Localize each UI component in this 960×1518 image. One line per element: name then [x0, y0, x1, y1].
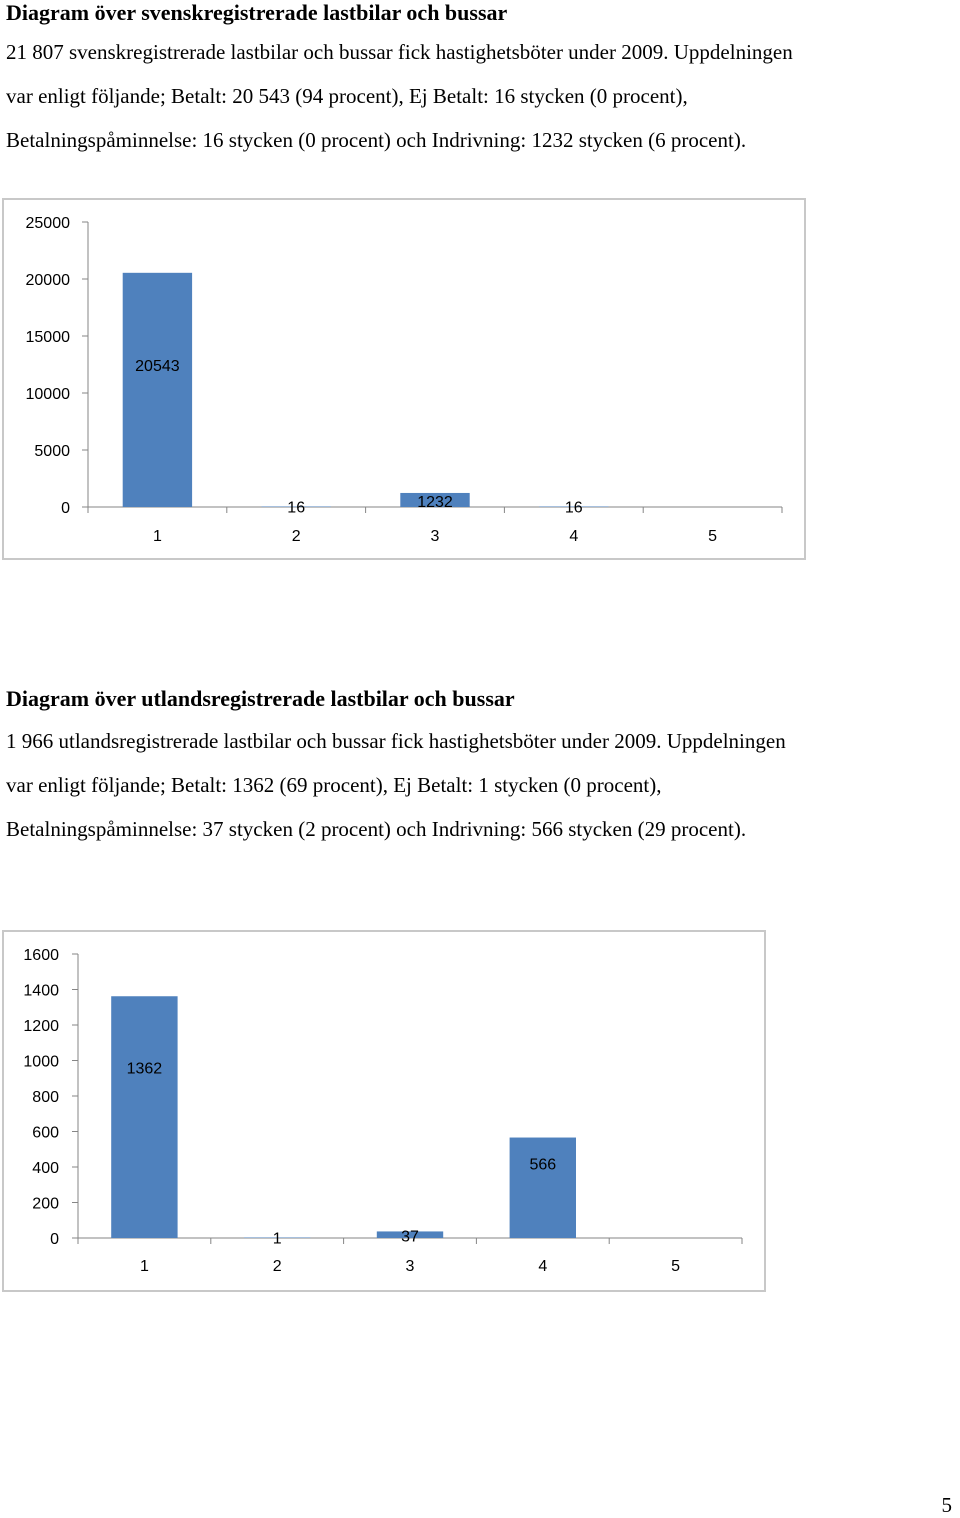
chart2-bar — [510, 1138, 576, 1238]
chart1-y-tick-label: 0 — [61, 500, 70, 517]
chart2-y-tick-label: 400 — [32, 1160, 59, 1177]
chart2-x-tick-label: 5 — [671, 1258, 681, 1275]
chart1-y-tick-label: 5000 — [34, 443, 70, 460]
chart1-paragraph-line-2: var enligt följande; Betalt: 20 543 (94 procent), Ej Betalt: 16 stycken (0 procent), — [6, 84, 688, 108]
chart2-x-tick-label: 1 — [139, 1258, 149, 1275]
chart1-x-tick-label: 5 — [708, 528, 718, 545]
chart2-y-tick-label: 0 — [50, 1231, 59, 1248]
chart2-y-tick-label: 800 — [32, 1089, 59, 1106]
chart2-heading: Diagram över utlandsregistrerade lastbilar och bussar — [6, 686, 515, 711]
chart1-heading: Diagram över svenskregistrerade lastbilar och bussar — [6, 0, 508, 25]
chart1-y-tick-label: 10000 — [25, 386, 70, 403]
chart2-data-label: 37 — [401, 1228, 419, 1246]
chart1-y-tick-label: 25000 — [25, 215, 70, 232]
chart2-data-label: 1362 — [126, 1060, 163, 1078]
chart1-x-tick-label: 1 — [152, 528, 162, 545]
chart2-y-tick-label: 1600 — [23, 947, 59, 964]
chart2-paragraph-line-3: Betalningspåminnelse: 37 stycken (2 procent) och Indrivning: 566 stycken (29 procent). — [6, 817, 747, 841]
chart1-x-tick-label: 2 — [291, 528, 301, 545]
chart2-y-tick-label: 1400 — [23, 982, 59, 1000]
chart1-y-tick-label: 20000 — [25, 272, 70, 289]
chart2-y-tick-label: 1200 — [23, 1018, 59, 1035]
page-number: 5 — [941, 1493, 952, 1517]
chart1-data-label: 16 — [564, 499, 583, 517]
chart1-data-label: 1232 — [417, 493, 453, 511]
chart2-data-label: 566 — [529, 1156, 557, 1174]
chart2-y-tick-label: 600 — [32, 1124, 59, 1142]
chart1-paragraph-line-1: 21 807 svenskregistrerade lastbilar och bussar fick hastighetsböter under 2009. Uppdelningen — [6, 40, 793, 64]
chart1-x-tick-label: 4 — [569, 528, 579, 545]
chart2-paragraph-line-1: 1 966 utlandsregistrerade lastbilar och bussar fick hastighetsböter under 2009. Uppdelningen — [6, 729, 786, 753]
chart2-y-tick-label: 1000 — [23, 1053, 59, 1071]
chart2-x-tick-label: 2 — [272, 1258, 282, 1275]
chart1-data-label: 16 — [287, 499, 306, 517]
chart2-x-tick-label: 3 — [405, 1258, 415, 1275]
chart2-bar — [111, 996, 177, 1238]
chart2-x-tick-label: 4 — [538, 1258, 548, 1275]
chart2-y-tick-label: 200 — [32, 1195, 59, 1213]
chart1-data-label: 20543 — [135, 358, 180, 376]
chart1-paragraph-line-3: Betalningspåminnelse: 16 stycken (0 procent) och Indrivning: 1232 stycken (6 procent). — [6, 128, 747, 152]
chart1-y-tick-label: 15000 — [25, 329, 70, 346]
chart2-paragraph-line-2: var enligt följande; Betalt: 1362 (69 procent), Ej Betalt: 1 stycken (0 procent), — [6, 773, 662, 797]
chart1-x-tick-label: 3 — [430, 528, 440, 545]
chart2-data-label: 1 — [272, 1230, 282, 1248]
